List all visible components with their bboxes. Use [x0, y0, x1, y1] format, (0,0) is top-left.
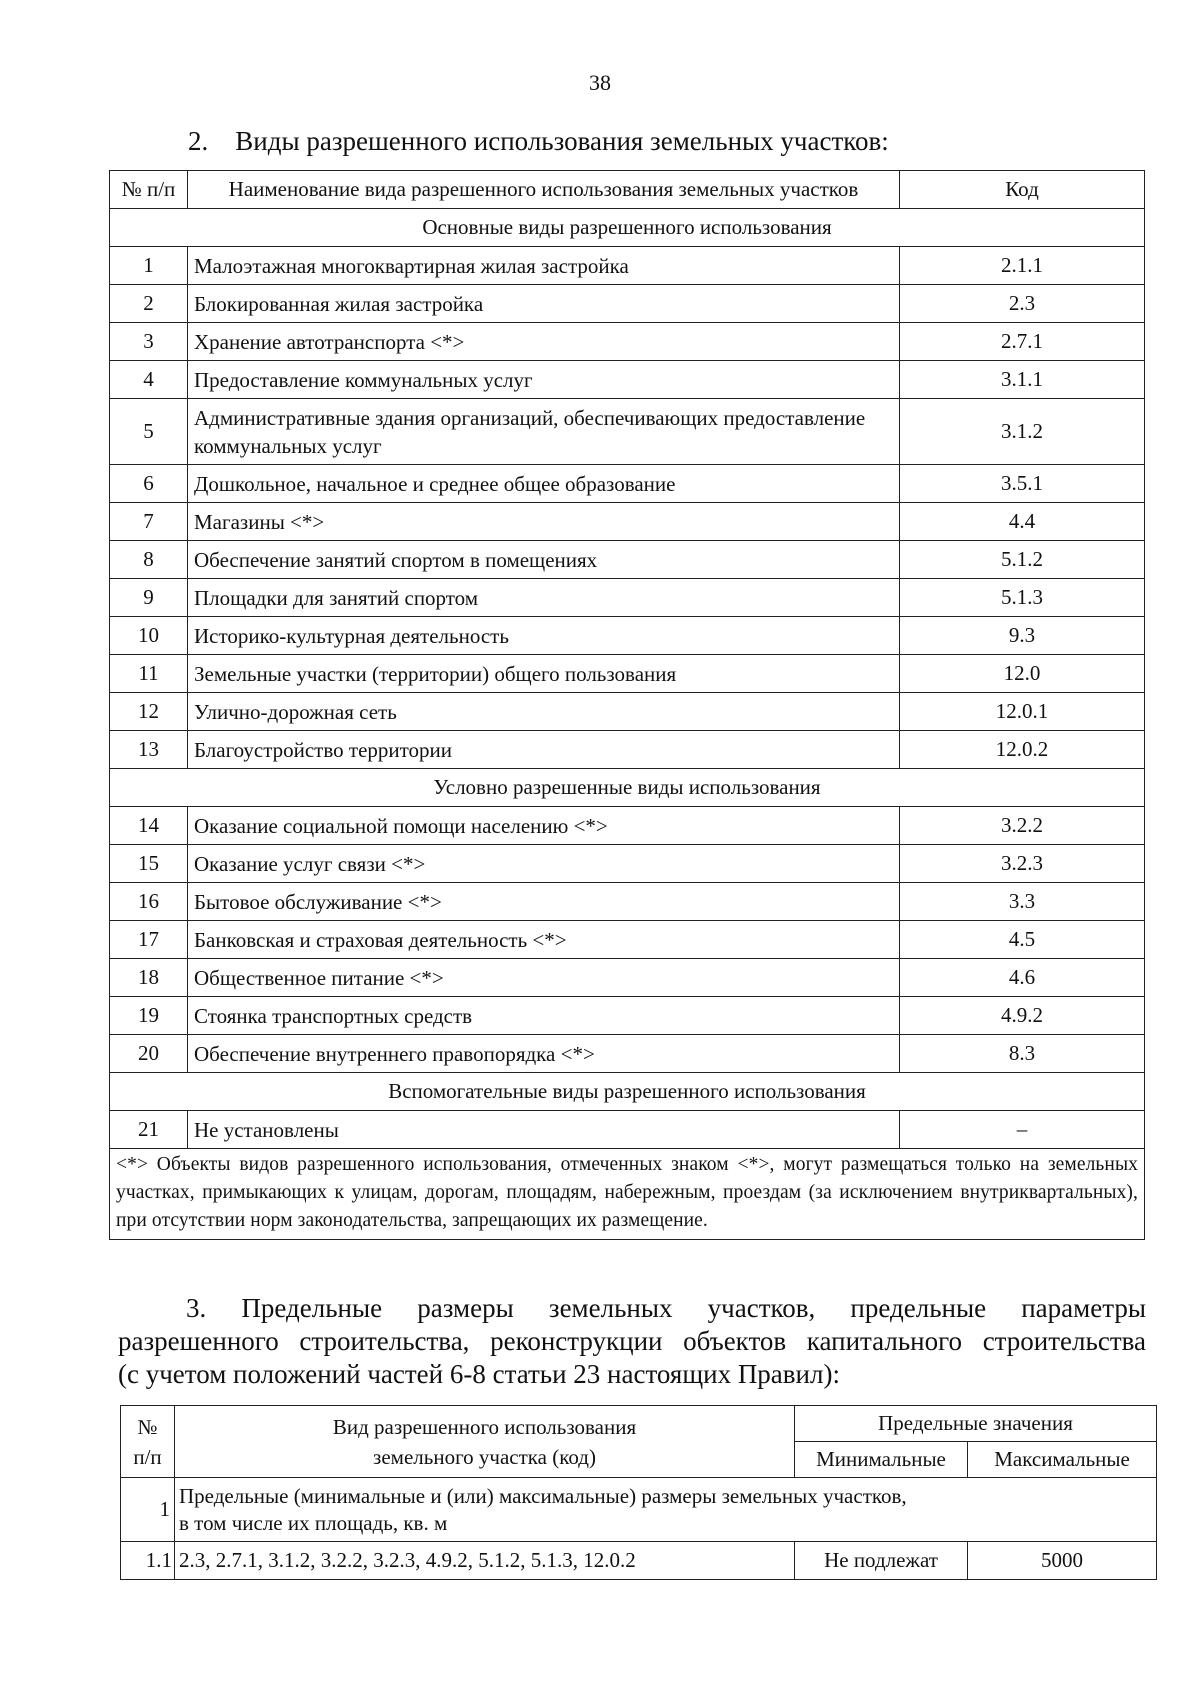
row-num: 3 — [110, 323, 188, 361]
row-num: 15 — [110, 845, 188, 883]
section-3-line-1: 3. Предельные размеры земельных участков, предельные параметры — [186, 1293, 1146, 1323]
row-name: Магазины <*> — [188, 503, 900, 541]
row-code: 4.5 — [900, 921, 1145, 959]
section-3-title — [118, 1292, 1146, 1391]
row-num: 21 — [110, 1111, 188, 1149]
row-code: 2.1.1 — [900, 247, 1145, 285]
row-num: 8 — [110, 541, 188, 579]
row-name: Оказание социальной помощи населению <*> — [188, 807, 900, 845]
table-row — [110, 285, 1145, 323]
t2-row2-num: 1.1 — [121, 1542, 175, 1580]
row-code: 9.3 — [900, 617, 1145, 655]
table-row — [110, 655, 1145, 693]
row-num: 6 — [110, 465, 188, 503]
table-row — [110, 959, 1145, 997]
group-title: Вспомогательные виды разрешенного использования — [110, 1073, 1145, 1111]
row-num: 9 — [110, 579, 188, 617]
row-name: Стоянка транспортных средств — [188, 997, 900, 1035]
row-code: 4.6 — [900, 959, 1145, 997]
table-row — [110, 361, 1145, 399]
row-code: 2.3 — [900, 285, 1145, 323]
table-row — [110, 997, 1145, 1035]
row-code: 3.5.1 — [900, 465, 1145, 503]
row-name: Малоэтажная многоквартирная жилая застройка — [188, 247, 900, 285]
table-row — [110, 1035, 1145, 1073]
section-3-line-2: разрешенного строительства, реконструкции объектов капитального строительства — [118, 1326, 1146, 1356]
limits-table — [120, 1405, 1157, 1580]
row-num: 14 — [110, 807, 188, 845]
t2-row1-text-line2: в том числе их площадь, кв. м — [179, 1510, 448, 1535]
row-num: 2 — [110, 285, 188, 323]
row-name: Общественное питание <*> — [188, 959, 900, 997]
header-code: Код — [900, 171, 1145, 209]
row-num: 19 — [110, 997, 188, 1035]
table-row — [110, 807, 1145, 845]
section-3-line-3: (с учетом положений частей 6-8 статьи 23 настоящих Правил): — [118, 1359, 840, 1389]
row-num: 10 — [110, 617, 188, 655]
row-name: Банковская и страховая деятельность <*> — [188, 921, 900, 959]
row-code: 3.1.1 — [900, 361, 1145, 399]
table-row — [110, 579, 1145, 617]
row-code: 5.1.2 — [900, 541, 1145, 579]
table-row — [121, 1542, 1157, 1580]
row-name: Дошкольное, начальное и среднее общее образование — [188, 465, 900, 503]
t2-header-max: Максимальные — [968, 1442, 1157, 1478]
row-code: 3.2.2 — [900, 807, 1145, 845]
group-header-row — [110, 769, 1145, 807]
row-name: Земельные участки (территории) общего пользования — [188, 655, 900, 693]
row-num: 18 — [110, 959, 188, 997]
row-num: 7 — [110, 503, 188, 541]
row-name: Историко-культурная деятельность — [188, 617, 900, 655]
row-num: 17 — [110, 921, 188, 959]
row-code: 12.0 — [900, 655, 1145, 693]
row-name: Площадки для занятий спортом — [188, 579, 900, 617]
table-row — [110, 541, 1145, 579]
row-code: 8.3 — [900, 1035, 1145, 1073]
row-code: 4.9.2 — [900, 997, 1145, 1035]
row-num: 11 — [110, 655, 188, 693]
row-code: 3.2.3 — [900, 845, 1145, 883]
table-row — [110, 1111, 1145, 1149]
table-row — [110, 617, 1145, 655]
page-number: 38 — [589, 70, 611, 95]
row-name: Улично-дорожная сеть — [188, 693, 900, 731]
table-row — [110, 399, 1145, 465]
row-name: Не установлены — [188, 1111, 900, 1149]
group-title: Условно разрешенные виды использования — [110, 769, 1145, 807]
row-name: Оказание услуг связи <*> — [188, 845, 900, 883]
group-title: Основные виды разрешенного использования — [110, 209, 1145, 247]
t2-header-limits: Предельные значения — [795, 1406, 1157, 1442]
row-name: Хранение автотранспорта <*> — [188, 323, 900, 361]
row-code: – — [900, 1111, 1145, 1149]
row-name: Бытовое обслуживание <*> — [188, 883, 900, 921]
table-row — [110, 693, 1145, 731]
group-header-row — [110, 209, 1145, 247]
row-num: 16 — [110, 883, 188, 921]
table-row — [110, 731, 1145, 769]
row-code: 2.7.1 — [900, 323, 1145, 361]
t2-header-num — [121, 1406, 175, 1478]
table-row — [110, 247, 1145, 285]
row-num: 1 — [110, 247, 188, 285]
footnote: <*> Объекты видов разрешенного использования, отмеченных знаком <*>, могут размещаться только на земельных участках, примыкающих к улицам, дорогам, площадям, набережным, проездам (за исключением внутриквартальных), при отсутствии норм законодательства, запрещающих их размещение. — [110, 1149, 1145, 1240]
t2-header-type-line1: Вид разрешенного использования — [332, 1414, 637, 1439]
t2-header-type-line2: земельного участка (код) — [373, 1444, 596, 1469]
section-2-title: 2. Виды разрешенного использования земельных участков: — [188, 126, 889, 156]
t2-row1-num: 1 — [121, 1478, 175, 1542]
row-code: 3.1.2 — [900, 399, 1145, 465]
row-num: 4 — [110, 361, 188, 399]
t2-row2-min: Не подлежат — [795, 1542, 968, 1580]
row-name: Обеспечение внутреннего правопорядка <*> — [188, 1035, 900, 1073]
group-header-row — [110, 1073, 1145, 1111]
row-name: Блокированная жилая застройка — [188, 285, 900, 323]
header-name: Наименование вида разрешенного использования земельных участков — [188, 171, 900, 209]
t2-row2-max: 5000 — [968, 1542, 1157, 1580]
row-code: 12.0.1 — [900, 693, 1145, 731]
row-code: 4.4 — [900, 503, 1145, 541]
t2-row1-text-line1: Предельные (минимальные и (или) максимальные) размеры земельных участков, — [179, 1483, 907, 1508]
row-code: 3.3 — [900, 883, 1145, 921]
table-row — [110, 465, 1145, 503]
row-name: Благоустройство территории — [188, 731, 900, 769]
row-name: Предоставление коммунальных услуг — [188, 361, 900, 399]
table-row — [110, 883, 1145, 921]
table-row — [110, 503, 1145, 541]
t2-header-type — [175, 1406, 795, 1478]
row-code: 12.0.2 — [900, 731, 1145, 769]
t2-header-min: Минимальные — [795, 1442, 968, 1478]
row-num: 13 — [110, 731, 188, 769]
row-num: 12 — [110, 693, 188, 731]
t2-header-num-line2: п/п — [133, 1444, 162, 1469]
row-code: 5.1.3 — [900, 579, 1145, 617]
table-row — [121, 1478, 1157, 1542]
row-name: Обеспечение занятий спортом в помещениях — [188, 541, 900, 579]
t2-row2-codes: 2.3, 2.7.1, 3.1.2, 3.2.2, 3.2.3, 4.9.2, 5.1.2, 5.1.3, 12.0.2 — [175, 1542, 795, 1580]
header-num: № п/п — [110, 171, 188, 209]
row-num: 5 — [110, 399, 188, 465]
t2-header-num-line1: № — [137, 1414, 158, 1439]
row-num: 20 — [110, 1035, 188, 1073]
table-row — [110, 845, 1145, 883]
table-row — [110, 921, 1145, 959]
row-name: Административные здания организаций, обеспечивающих предоставление коммунальных услуг — [188, 399, 900, 465]
table-header-row — [110, 171, 1145, 209]
table-row — [110, 323, 1145, 361]
t2-row1-text — [175, 1478, 1157, 1542]
permitted-use-table — [109, 170, 1145, 1240]
